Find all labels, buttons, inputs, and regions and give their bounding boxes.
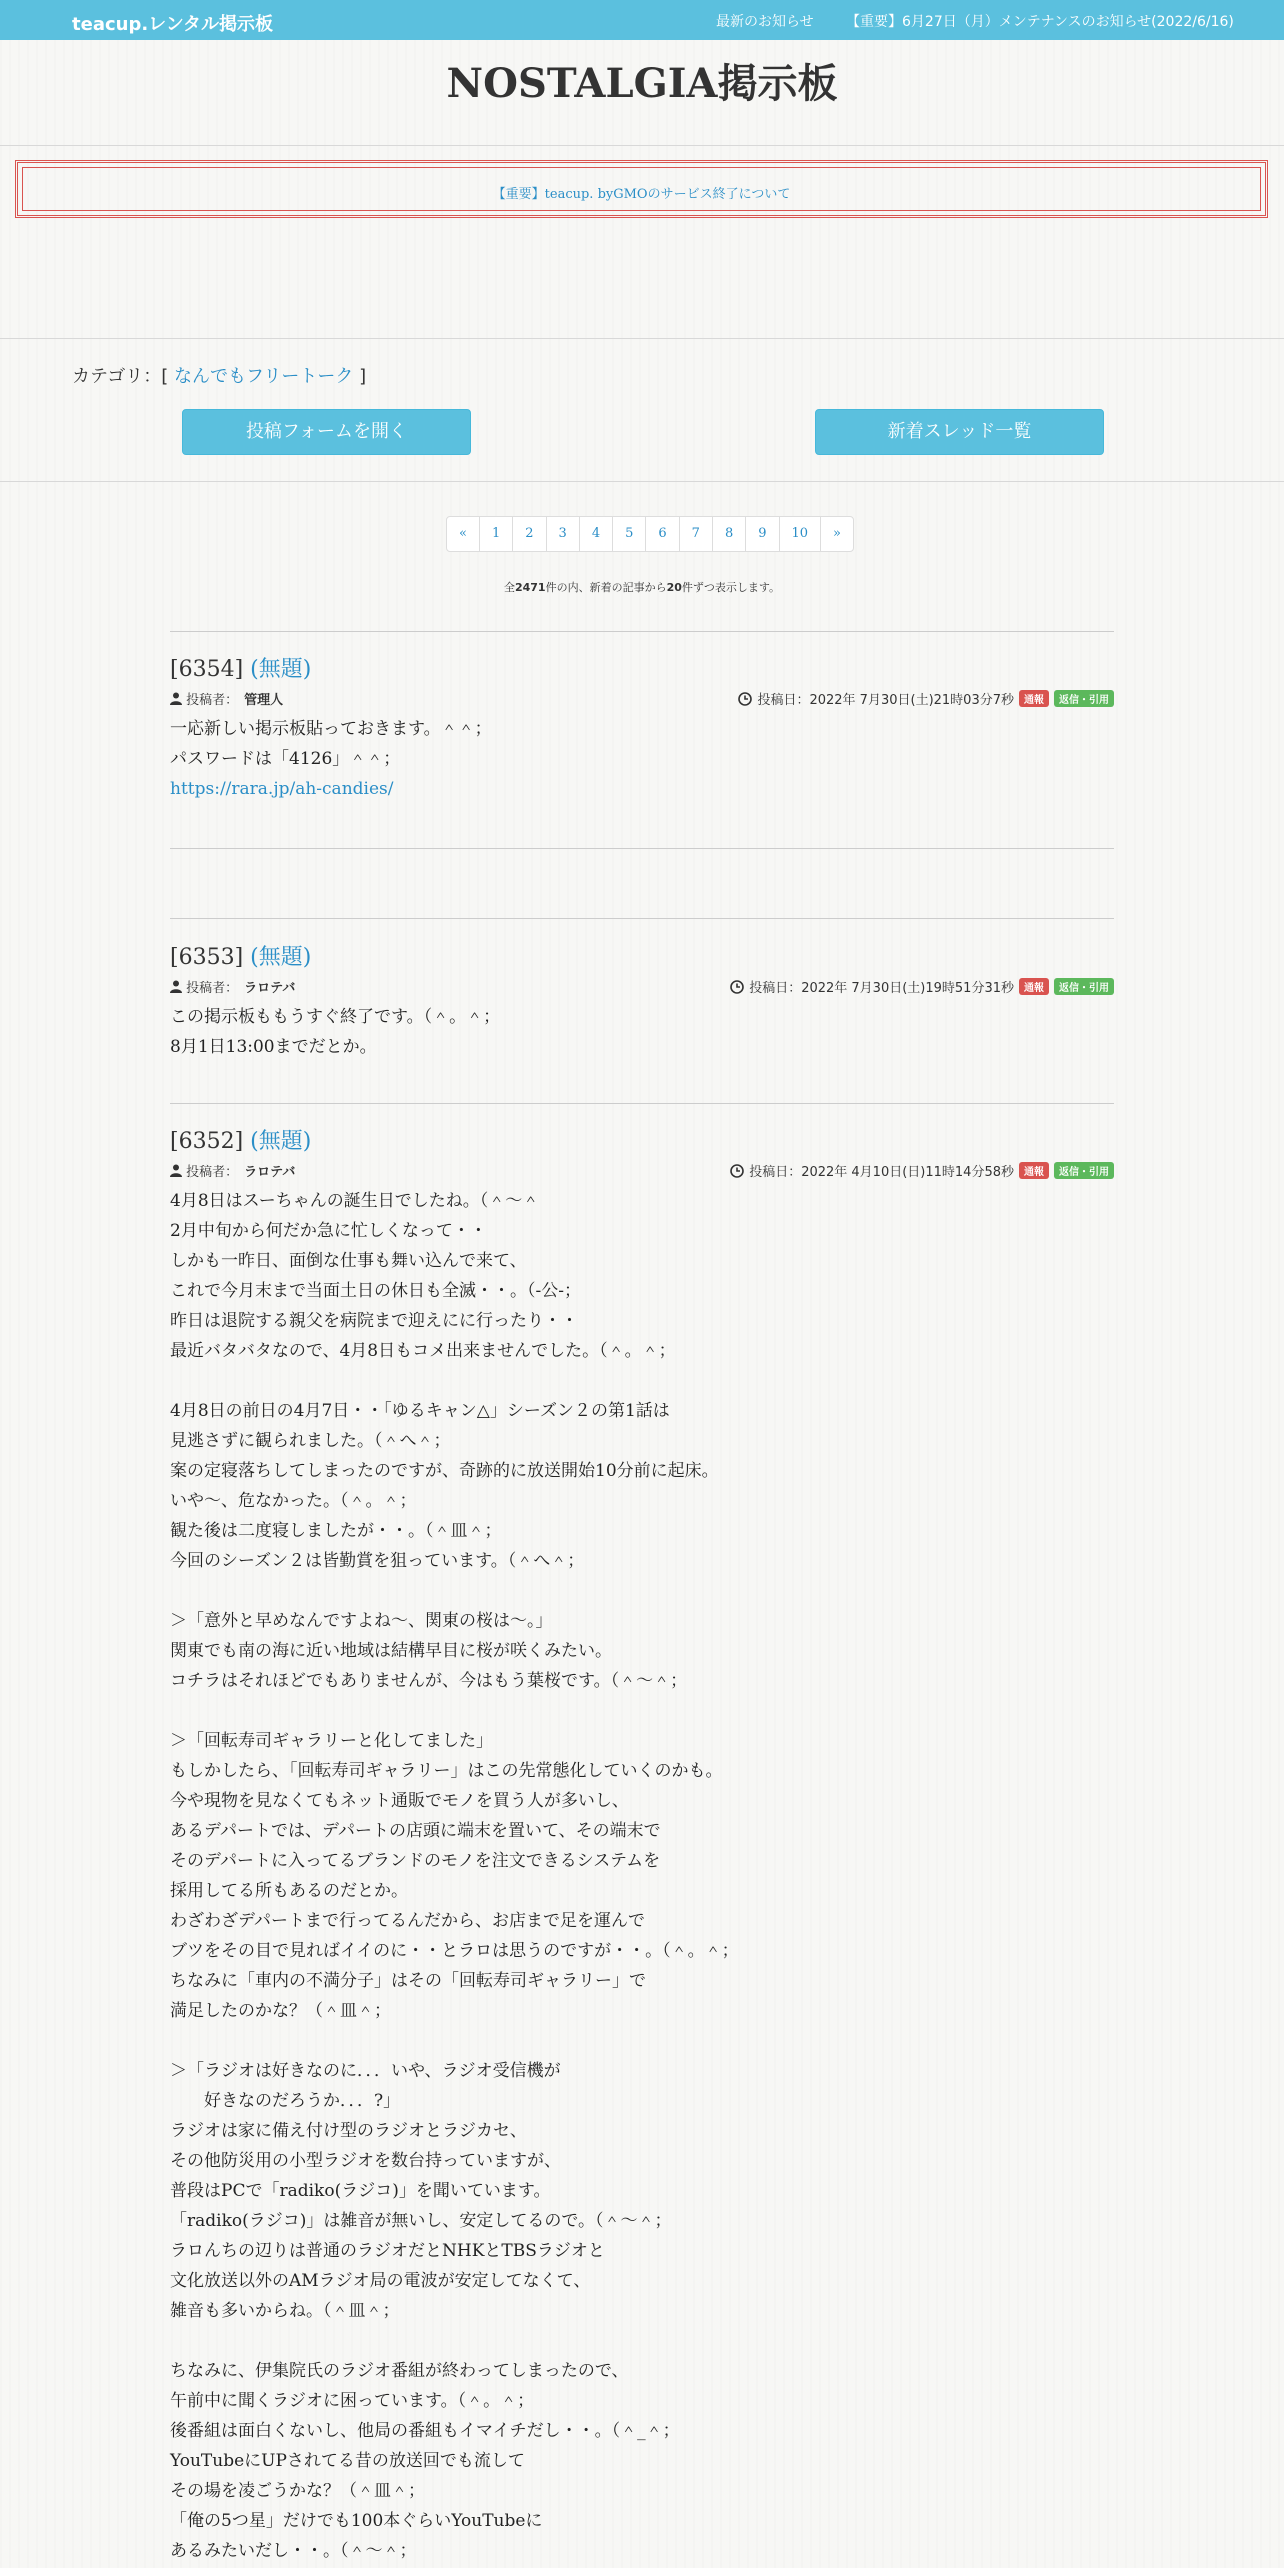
clock-icon bbox=[738, 692, 752, 706]
pager-page[interactable]: 5 bbox=[613, 517, 646, 551]
post-header bbox=[170, 940, 311, 971]
post-number: [6354] bbox=[170, 657, 244, 682]
open-post-form-button[interactable]: 投稿フォームを開く bbox=[182, 409, 471, 455]
author-label: 投稿者： bbox=[186, 981, 239, 996]
post-author-line bbox=[170, 1161, 295, 1180]
report-button[interactable]: 通報 bbox=[1019, 690, 1049, 707]
pager-info-prefix: 全 bbox=[503, 581, 515, 594]
post-subject-link[interactable]: (無題) bbox=[250, 1129, 312, 1154]
category-suffix: ] bbox=[359, 366, 367, 387]
post-body: この掲示板ももうすぐ終了です。（＾。＾； 8月1日13:00までだとか。 bbox=[170, 1007, 501, 1057]
author-name: 管理人 bbox=[244, 693, 284, 708]
reply-quote-button[interactable]: 返信・引用 bbox=[1054, 690, 1114, 707]
pager-page[interactable]: 6 bbox=[646, 517, 679, 551]
brand-link[interactable]: teacup.レンタル掲示板 bbox=[72, 14, 273, 35]
pager-info-mid: 件の内、新着の記事から bbox=[545, 581, 667, 594]
category-prefix: カテゴリ：[ bbox=[72, 366, 169, 387]
post-date: 投稿日：2022年 4月10日(日)11時14分58秒 bbox=[749, 1165, 1014, 1180]
pager-info-suffix: 件ずつ表示します。 bbox=[681, 581, 781, 594]
post-body: 一応新しい掲示板貼っておきます。＾＾； パスワードは「4126」＾＾； bbox=[170, 719, 492, 769]
post-divider bbox=[170, 848, 1114, 849]
author-name: ラロテバ bbox=[244, 1165, 296, 1180]
divider bbox=[0, 481, 1284, 482]
pager-next[interactable]: » bbox=[833, 526, 842, 541]
pager-page[interactable]: 10 bbox=[780, 517, 822, 551]
pager-total: 2471 bbox=[514, 581, 546, 594]
post-subject-link[interactable]: (無題) bbox=[250, 945, 312, 970]
pager-page[interactable]: 9 bbox=[746, 517, 779, 551]
post-author-line bbox=[170, 689, 283, 708]
post-divider bbox=[170, 631, 1114, 632]
category-line bbox=[72, 362, 366, 388]
user-icon bbox=[170, 692, 182, 705]
report-button[interactable]: 通報 bbox=[1019, 1162, 1049, 1179]
post-divider bbox=[170, 918, 1114, 919]
pager-page[interactable]: 2 bbox=[513, 517, 546, 551]
post-body: 4月8日はスーちゃんの誕生日でしたね。（＾～＾ 2月中旬から何だか急に忙しくなって・・ しかも一昨日、面倒な仕事も舞い込んで来て、 これで今月末まで当面土日の休日も全滅・・。（-公-； 昨日は退院する親父を病院まで迎えにに行ったり・・ 最近バタバタなので、4月8日もコメ出来ませんでした。（＾。＾； 4月8日の前日の4月7日・・「ゆるキャン△」シーズン２の第1話は 見逃さずに観られました。（＾へ＾； 案の定寝落ちしてしまったのですが、奇跡的に放送開始10分前に起床。 いや～、危なかった。（＾。＾； 観た後は二度寝しましたが・・。（＾皿＾； 今回のシーズン２は皆勤賞を狙っています。（＾へ＾； ＞「意外と早めなんですよね～、関東の桜は～。」 関東でも南の海に近い地域は結構早目に桜が咲くみたい。 コチラはそれほどでもありませんが、今はもう葉桜です。（＾～＾； ＞「回転寿司ギャラリーと化してました」 もしかしたら、「回転寿司ギャラリー」はこの先常態化していくのかも。 今や現物を見なくてもネット通販でモノを買う人が多いし、 あるデパートでは、デパートの店頭に端末を置いて、その端末で そのデパートに入ってるブランドのモノを注文できるシステムを 採用してる所もあるのだとか。 わざわざデパートまで行ってるんだから、お店まで足を運んで ブツをその目で見ればイイのに・・とラロは思うのですが・・。（＾。＾； ちなみに「車内の不満分子」はその「回転寿司ギャラリー」で 満足したのかな？（＾皿＾； ＞「ラジオは好きなのに．．．いや、ラジオ受信機が 好きなのだろうか．．．?」 ラジオは家に備え付け型のラジオとラジカセ、 その他防災用の小型ラジオを数台持っていますが、 普段はPCで「radiko(ラジコ)」を聞いています。 「radiko(ラジコ)」は雑音が無いし、安定してるので。（＾～＾； ラロんちの辺りは普通のラジオだとNHKとTBSラジオと 文化放送以外のAMラジオ局の電波が安定してなくて、 雑音も多いからね。（＾皿＾； ちなみに、伊集院氏のラジオ番組が終わってしまったので、 午前中に聞くラジオに困っています。（＾。＾； 後番組は面白くないし、他局の番組もイマイチだし・・。（＾_＾； YouTubeにUPされてる昔の放送回でも流して その場を凌ごうかな？（＾皿＾； 「俺の5つ星」だけでも100本ぐらいYouTubeに あるみたいだし・・。（＾～＾； bbox=[170, 1191, 739, 2561]
new-threads-button[interactable]: 新着スレッド一覧 bbox=[815, 409, 1104, 455]
post-divider bbox=[170, 1103, 1114, 1104]
reply-quote-button[interactable]: 返信・引用 bbox=[1054, 1162, 1114, 1179]
post-subject-link[interactable]: (無題) bbox=[250, 657, 312, 682]
post-date-line bbox=[738, 689, 1114, 708]
maintenance-notice-link[interactable]: 【重要】6月27日（月）メンテナンスのお知らせ(2022/6/16) bbox=[846, 14, 1234, 30]
post-header bbox=[170, 1124, 311, 1155]
post-author-line bbox=[170, 977, 295, 996]
page-title: NOSTALGIA掲示板 bbox=[446, 60, 838, 107]
post-header bbox=[170, 652, 311, 683]
pager-per-page: 20 bbox=[666, 581, 682, 594]
report-button[interactable]: 通報 bbox=[1019, 978, 1049, 995]
author-label: 投稿者： bbox=[186, 693, 239, 708]
top-navbar bbox=[0, 0, 1284, 40]
pager-info bbox=[0, 579, 1284, 595]
pagination bbox=[446, 516, 854, 552]
category-link[interactable]: なんでもフリートーク bbox=[174, 366, 354, 387]
divider bbox=[0, 338, 1284, 339]
divider bbox=[0, 145, 1284, 146]
post-date: 投稿日：2022年 7月30日(土)21時03分7秒 bbox=[757, 693, 1014, 708]
post-number: [6353] bbox=[170, 945, 244, 970]
reply-quote-button[interactable]: 返信・引用 bbox=[1054, 978, 1114, 995]
pager-prev[interactable]: « bbox=[447, 517, 480, 551]
post-link[interactable]: https://rara.jp/ah-candies/ bbox=[170, 779, 394, 799]
pager-page[interactable]: 4 bbox=[580, 517, 613, 551]
service-end-notice-link[interactable]: 【重要】teacup. byGMOのサービス終了について bbox=[492, 187, 791, 202]
author-name: ラロテバ bbox=[244, 981, 296, 996]
post-date: 投稿日：2022年 7月30日(土)19時51分31秒 bbox=[749, 981, 1014, 996]
pager-page[interactable]: 7 bbox=[680, 517, 713, 551]
pager-page[interactable]: 3 bbox=[547, 517, 580, 551]
user-icon bbox=[170, 980, 182, 993]
post-date-line bbox=[730, 1161, 1114, 1180]
pager-page[interactable]: 8 bbox=[713, 517, 746, 551]
user-icon bbox=[170, 1164, 182, 1177]
clock-icon bbox=[730, 980, 744, 994]
post-number: [6352] bbox=[170, 1129, 244, 1154]
author-label: 投稿者： bbox=[186, 1165, 239, 1180]
pager-page[interactable]: 1 bbox=[480, 517, 513, 551]
clock-icon bbox=[730, 1164, 744, 1178]
news-link[interactable]: 最新のお知らせ bbox=[716, 14, 814, 30]
important-notice-box bbox=[15, 160, 1268, 218]
post-date-line bbox=[730, 977, 1114, 996]
